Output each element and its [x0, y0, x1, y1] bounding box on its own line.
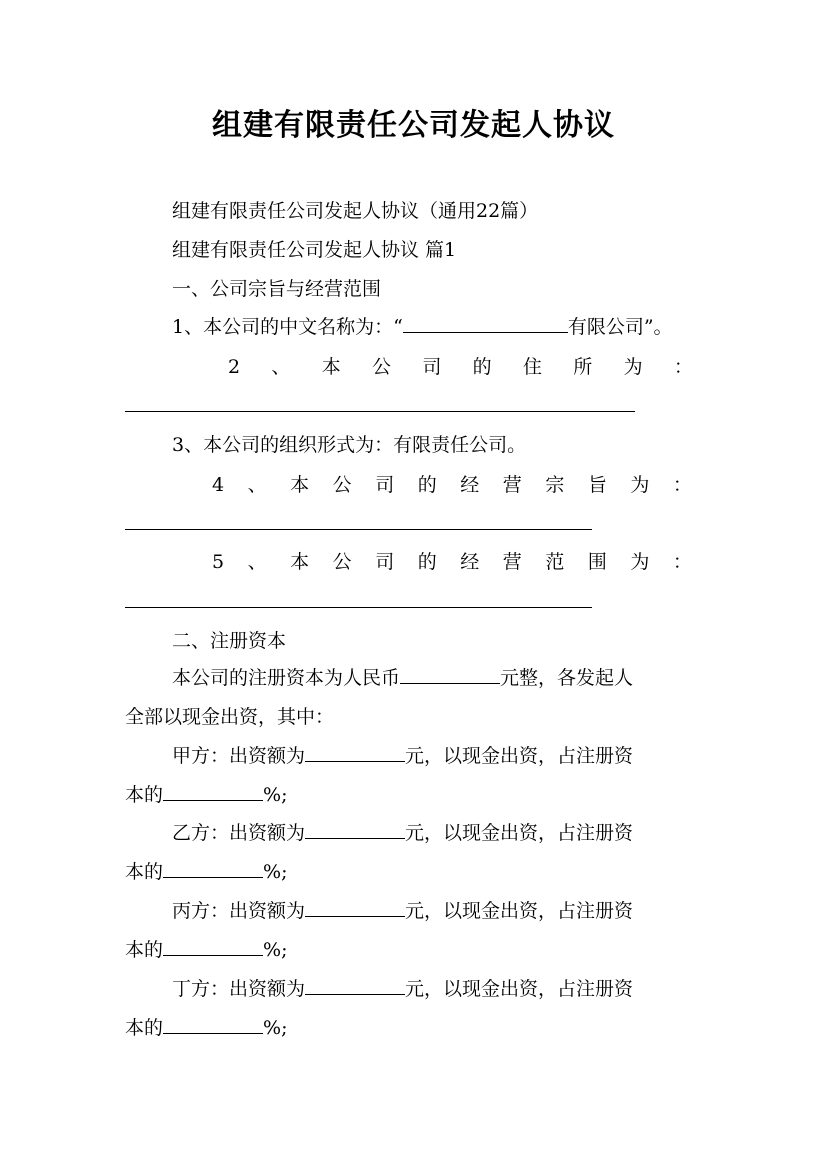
capital-line-1 [172, 665, 633, 691]
party-d-line-1 [172, 976, 633, 1002]
party-a-ratio-suffix: %; [263, 784, 288, 806]
party-c-line-2 [125, 937, 287, 963]
item-5-char: 司 [375, 551, 395, 573]
capital-label: 本公司的注册资本为人民币 [172, 667, 401, 689]
party-c-ratio-label: 本的 [125, 939, 164, 961]
item-4-char: 经 [460, 474, 480, 496]
capital-suffix: 元整，各发起人 [500, 667, 634, 689]
capital-line-2: 全部以现金出资，其中： [125, 706, 335, 728]
party-b-ratio-suffix: %; [263, 861, 288, 883]
party-a-label: 甲方：出资额为 [172, 745, 306, 767]
item-1-label: 1、本公司的中文名称为：“ [172, 316, 403, 338]
item-2-char: 为 [623, 356, 643, 378]
item-4-char: ： [672, 474, 692, 496]
party-b-ratio-blank [163, 859, 263, 878]
capital-amount-blank [400, 665, 500, 684]
party-c-text: 元，以现金出资，占注册资 [405, 900, 634, 922]
item-4-char: 为 [630, 474, 650, 496]
party-a-text: 元，以现金出资，占注册资 [405, 745, 634, 767]
party-b-line-2 [125, 859, 287, 885]
item-5-char: 范 [545, 551, 565, 573]
party-d-ratio-suffix: %; [263, 1017, 288, 1039]
item-5-char: 5 [212, 551, 225, 573]
party-b-ratio-label: 本的 [125, 861, 164, 883]
item-4-char: 4 [212, 474, 225, 496]
party-b-text: 元，以现金出资，占注册资 [405, 822, 634, 844]
party-a-ratio-blank [163, 782, 263, 801]
company-name-blank [403, 314, 568, 333]
item-1 [172, 314, 673, 340]
item-2-char: 的 [472, 356, 492, 378]
party-d-ratio-label: 本的 [125, 1017, 164, 1039]
item-5-char: 本 [290, 551, 310, 573]
address-blank [125, 411, 635, 412]
party-c-label: 丙方：出资额为 [172, 900, 306, 922]
party-b-amount-blank [305, 820, 405, 839]
purpose-blank [125, 529, 592, 530]
item-5-char: 经 [460, 551, 480, 573]
item-5-char: 营 [502, 551, 522, 573]
item-5-char: 的 [417, 551, 437, 573]
section-heading-1: 一、公司宗旨与经营范围 [172, 278, 382, 300]
document-title: 组建有限责任公司发起人协议 [212, 108, 615, 143]
item-5-char: ： [672, 551, 692, 573]
item-2 [228, 354, 693, 380]
subtitle: 组建有限责任公司发起人协议（通用22篇） [172, 200, 539, 222]
item-4-char: 宗 [545, 474, 565, 496]
item-4-char: 、 [247, 474, 267, 496]
item-3: 3、本公司的组织形式为：有限责任公司。 [172, 434, 527, 456]
item-4-char: 旨 [587, 474, 607, 496]
party-c-amount-blank [305, 898, 405, 917]
party-a-ratio-label: 本的 [125, 784, 164, 806]
item-2-char: 公 [372, 356, 392, 378]
party-a-amount-blank [305, 743, 405, 762]
item-4-char: 司 [375, 474, 395, 496]
item-4 [212, 472, 692, 498]
item-5-char: 为 [630, 551, 650, 573]
item-2-char: 、 [271, 356, 291, 378]
item-5-char: 公 [332, 551, 352, 573]
section-heading-2: 二、注册资本 [172, 630, 287, 652]
party-d-line-2 [125, 1015, 287, 1041]
party-b-label: 乙方：出资额为 [172, 822, 306, 844]
chapter-heading: 组建有限责任公司发起人协议 篇1 [172, 239, 457, 261]
party-a-line-2 [125, 782, 287, 808]
party-c-ratio-suffix: %; [263, 939, 288, 961]
item-2-char: 本 [321, 356, 341, 378]
item-2-char: 住 [522, 356, 542, 378]
party-b-line-1 [172, 820, 633, 846]
party-d-ratio-blank [163, 1015, 263, 1034]
party-c-ratio-blank [163, 937, 263, 956]
item-1-suffix: 有限公司”。 [567, 316, 673, 338]
item-4-char: 公 [332, 474, 352, 496]
item-5 [212, 549, 692, 575]
party-a-line-1 [172, 743, 633, 769]
item-4-char: 本 [290, 474, 310, 496]
item-2-char: 司 [422, 356, 442, 378]
item-4-char: 营 [502, 474, 522, 496]
item-5-char: 围 [587, 551, 607, 573]
item-4-char: 的 [417, 474, 437, 496]
party-d-text: 元，以现金出资，占注册资 [405, 978, 634, 1000]
item-2-char: 2 [228, 356, 241, 378]
party-d-label: 丁方：出资额为 [172, 978, 306, 1000]
item-2-char: ： [673, 356, 693, 378]
party-c-line-1 [172, 898, 633, 924]
scope-blank [125, 607, 592, 608]
item-5-char: 、 [247, 551, 267, 573]
party-d-amount-blank [305, 976, 405, 995]
item-2-char: 所 [573, 356, 593, 378]
